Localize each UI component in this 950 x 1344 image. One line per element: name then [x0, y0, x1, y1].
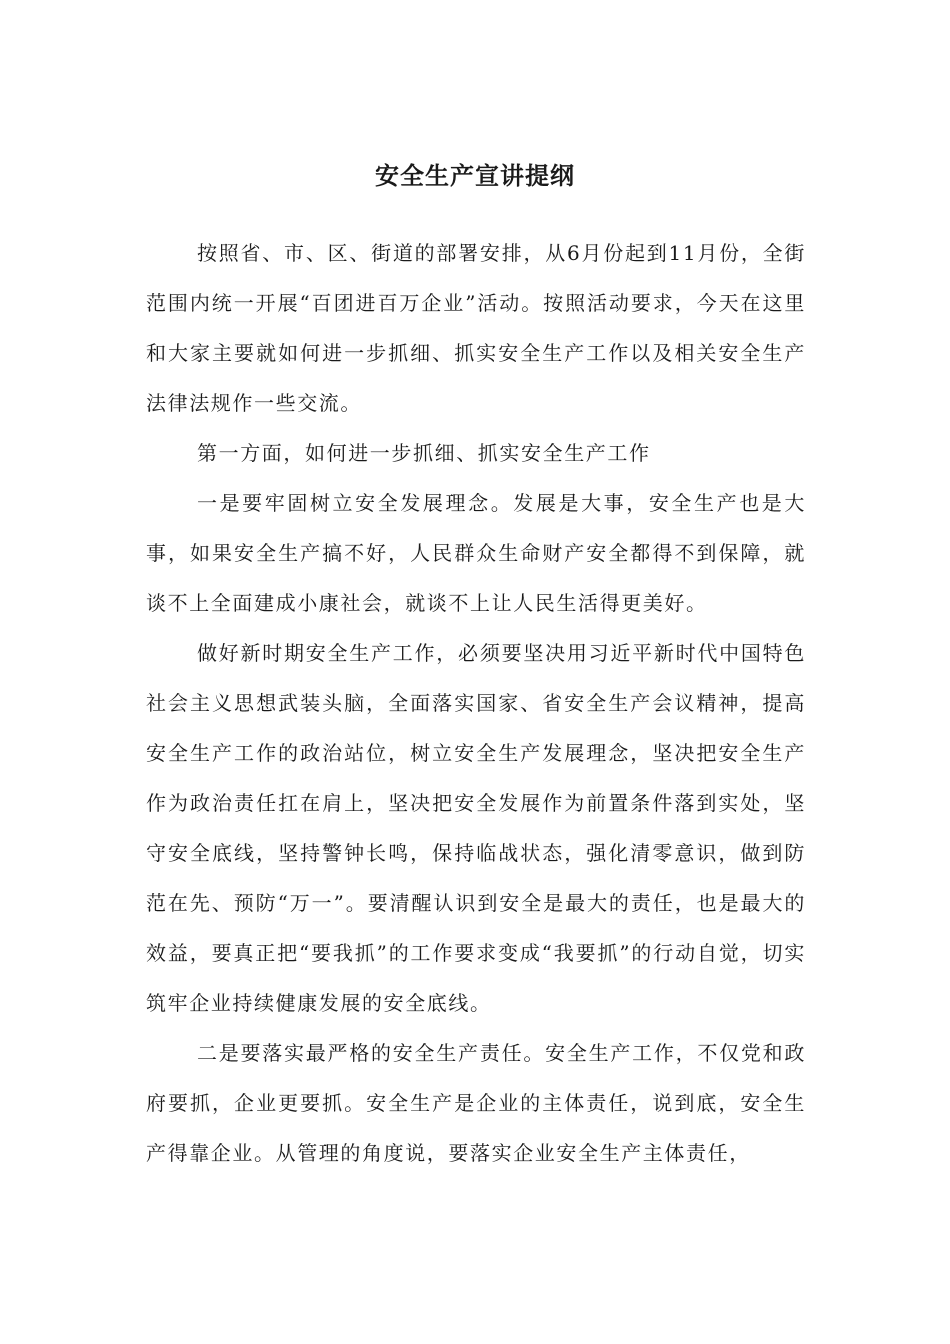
- paragraph-intro: 按照省、市、区、街道的部署安排，从6月份起到11月份，全街范围内统一开展“百团进百万企业”活动。按照活动要求，今天在这里和大家主要就如何进一步抓细、抓实安全生产工作以及相关安全生产法律法规作一些交流。: [146, 241, 806, 415]
- document-title: 安全生产宣讲提纲: [375, 161, 575, 190]
- paragraph-point-one: 一是要牢固树立安全发展理念。发展是大事，安全生产也是大事，如果安全生产搞不好，人民群众生命财产安全都得不到保障，就谈不上全面建成小康社会，就谈不上让人民生活得更美好。: [146, 491, 806, 615]
- document-body: [146, 228, 806, 1178]
- paragraph-section-heading: 第一方面，如何进一步抓细、抓实安全生产工作: [197, 441, 651, 465]
- paragraph-point-two: 二是要落实最严格的安全生产责任。安全生产工作，不仅党和政府要抓，企业更要抓。安全生产是企业的主体责任，说到底，安全生产得靠企业。从管理的角度说，要落实企业安全生产主体责任，: [146, 1041, 806, 1165]
- paragraph-point-one-detail: 做好新时期安全生产工作，必须要坚决用习近平新时代中国特色社会主义思想武装头脑，全面落实国家、省安全生产会议精神，提高安全生产工作的政治站位，树立安全生产发展理念，坚决把安全生产作为政治责任扛在肩上，坚决把安全发展作为前置条件落到实处，坚守安全底线，坚持警钟长鸣，保持临战状态，强化清零意识，做到防范在先、预防“万一”。要清醒认识到安全是最大的责任，也是最大的效益，要真正把“要我抓”的工作要求变成“我要抓”的行动自觉，切实筑牢企业持续健康发展的安全底线。: [146, 641, 806, 1015]
